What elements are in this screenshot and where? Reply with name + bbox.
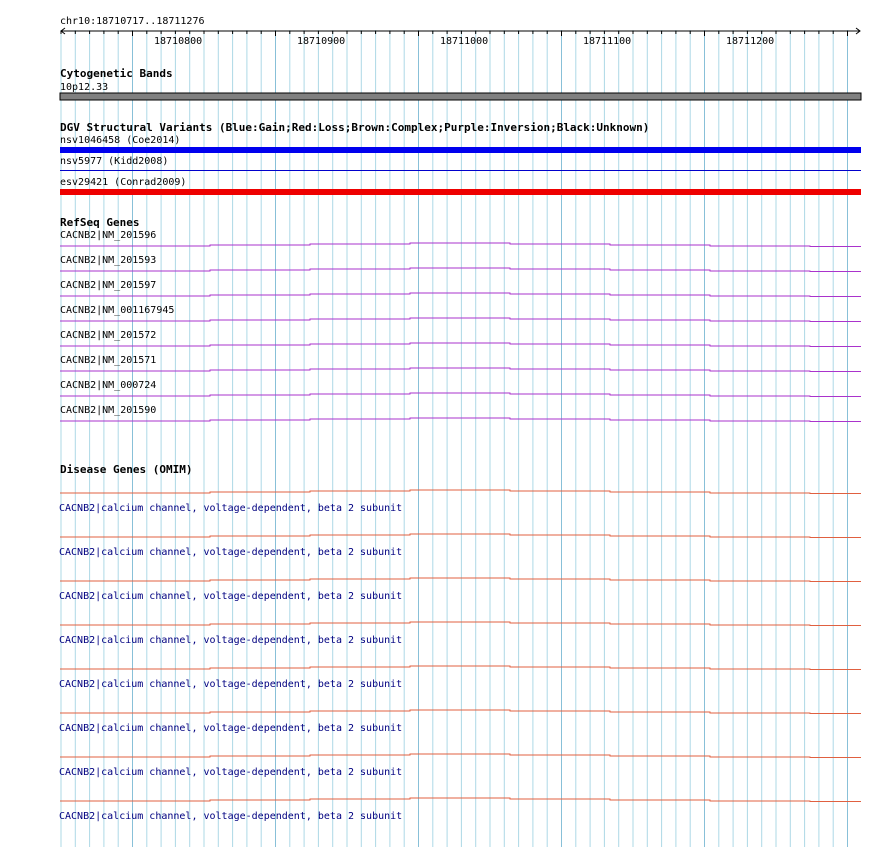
omim-gene-line[interactable] [60, 578, 861, 582]
dgv-variant-bar-1[interactable] [60, 170, 861, 171]
refseq-gene-label-5: CACNB2|NM_201571 [60, 355, 157, 366]
refseq-track-title: RefSeq Genes [60, 216, 140, 229]
refseq-track[interactable] [60, 216, 861, 422]
coordinates-label: chr10:18710717..18711276 [60, 16, 205, 27]
omim-gene-line[interactable] [60, 622, 861, 626]
dgv-track-title: DGV Structural Variants (Blue:Gain;Red:Loss;Brown:Complex;Purple:Inversion;Black:Unknown) [60, 121, 650, 134]
omim-gene-label-0[interactable]: CACNB2|calcium channel, voltage-dependent, beta 2 subunit [59, 503, 403, 514]
cytoband-track-title: Cytogenetic Bands [60, 67, 173, 80]
refseq-gene-line[interactable] [60, 243, 861, 247]
omim-gene-label-7[interactable]: CACNB2|calcium channel, voltage-dependent, beta 2 subunit [59, 811, 403, 822]
refseq-gene-label-2: CACNB2|NM_201597 [60, 280, 157, 291]
dgv-variant-bar-0[interactable] [60, 147, 861, 153]
refseq-gene-label-3: CACNB2|NM_001167945 [60, 305, 175, 316]
ruler-tick-label-0: 18710800 [154, 36, 203, 47]
ruler-tick-label-3: 18711100 [583, 36, 632, 47]
omim-gene-line[interactable] [60, 798, 861, 802]
omim-gene-line[interactable] [60, 666, 861, 670]
refseq-gene-label-6: CACNB2|NM_000724 [60, 380, 157, 391]
omim-gene-label-5[interactable]: CACNB2|calcium channel, voltage-dependent, beta 2 subunit [59, 723, 403, 734]
dgv-track[interactable] [60, 121, 861, 195]
refseq-gene-label-4: CACNB2|NM_201572 [60, 330, 157, 341]
refseq-gene-label-1: CACNB2|NM_201593 [60, 255, 157, 266]
cytoband-track[interactable] [60, 67, 861, 100]
omim-gene-line[interactable] [60, 490, 861, 494]
refseq-gene-line[interactable] [60, 393, 861, 397]
omim-gene-line[interactable] [60, 534, 861, 538]
dgv-variant-bar-2[interactable] [60, 189, 861, 195]
refseq-gene-line[interactable] [60, 343, 861, 347]
dgv-variant-label-2: esv29421 (Conrad2009) [60, 177, 187, 188]
refseq-gene-line[interactable] [60, 318, 861, 322]
refseq-gene-line[interactable] [60, 268, 861, 272]
ruler-tick-label-2: 18711000 [440, 36, 489, 47]
refseq-gene-label-0: CACNB2|NM_201596 [60, 230, 157, 241]
omim-gene-label-1[interactable]: CACNB2|calcium channel, voltage-dependent, beta 2 subunit [59, 547, 403, 558]
ruler[interactable] [60, 16, 860, 47]
refseq-gene-line[interactable] [60, 418, 861, 422]
omim-track-title: Disease Genes (OMIM) [60, 463, 193, 476]
omim-track[interactable] [59, 463, 861, 822]
omim-gene-line[interactable] [60, 754, 861, 758]
omim-gene-label-2[interactable]: CACNB2|calcium channel, voltage-dependent, beta 2 subunit [59, 591, 403, 602]
refseq-gene-label-7: CACNB2|NM_201590 [60, 405, 157, 416]
dgv-variant-label-1: nsv5977 (Kidd2008) [60, 156, 169, 167]
cytoband-band-bar[interactable] [60, 93, 861, 100]
refseq-gene-models[interactable] [60, 243, 861, 422]
dgv-variant-label-0: nsv1046458 (Coe2014) [60, 135, 181, 146]
refseq-gene-line[interactable] [60, 293, 861, 297]
omim-gene-line[interactable] [60, 710, 861, 714]
ruler-tick-label-1: 18710900 [297, 36, 346, 47]
cytoband-band-label: 10p12.33 [60, 82, 109, 93]
omim-gene-label-6[interactable]: CACNB2|calcium channel, voltage-dependent, beta 2 subunit [59, 767, 403, 778]
omim-gene-label-4[interactable]: CACNB2|calcium channel, voltage-dependent, beta 2 subunit [59, 679, 403, 690]
refseq-gene-line[interactable] [60, 368, 861, 372]
omim-gene-label-3[interactable]: CACNB2|calcium channel, voltage-dependent, beta 2 subunit [59, 635, 403, 646]
ruler-tick-label-4: 18711200 [726, 36, 775, 47]
